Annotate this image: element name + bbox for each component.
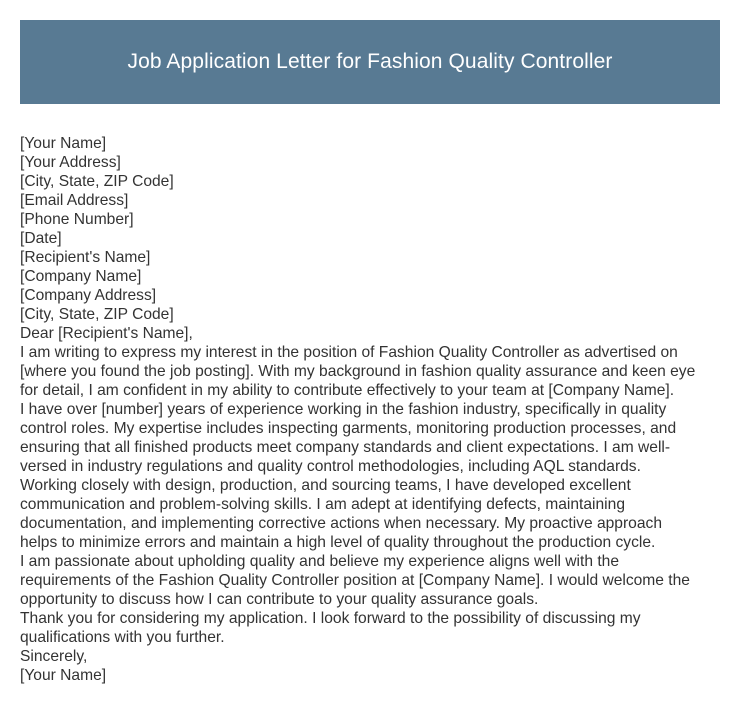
closing: Sincerely, — [20, 648, 88, 665]
sender-block — [20, 134, 720, 248]
sender-address: [Your Address] — [20, 154, 121, 171]
paragraph-line: I have over [number] years of experience working in the fashion industry, specifically in quality — [20, 401, 667, 418]
sender-email: [Email Address] — [20, 192, 129, 209]
salutation: Dear [Recipient's Name], — [20, 325, 193, 342]
paragraph-line: [where you found the job posting]. With my background in fashion quality assurance and keen eye — [20, 363, 696, 380]
paragraph-line: Working closely with design, production, and sourcing teams, I have developed excellent — [20, 477, 631, 494]
paragraph-line: I am writing to express my interest in the position of Fashion Quality Controller as advertised on — [20, 344, 678, 361]
paragraph-line: opportunity to discuss how I can contribute to your quality assurance goals. — [20, 591, 539, 608]
paragraph-line: communication and problem-solving skills. I am adept at identifying defects, maintaining — [20, 496, 625, 513]
signature: [Your Name] — [20, 667, 107, 684]
paragraph-line: Thank you for considering my application. I look forward to the possibility of discussing my — [20, 610, 641, 627]
paragraph-line: documentation, and implementing corrective actions when necessary. My proactive approach — [20, 515, 662, 532]
sender-phone: [Phone Number] — [20, 211, 134, 228]
body-paragraph-1 — [20, 343, 720, 400]
paragraph-line: helps to minimize errors and maintain a high level of quality throughout the production cycle. — [20, 534, 656, 551]
paragraph-line: qualifications with you further. — [20, 629, 225, 646]
recipient-company-address: [Company Address] — [20, 287, 157, 304]
body-paragraph-5 — [20, 609, 720, 647]
paragraph-line: I am passionate about upholding quality and believe my experience aligns well with the — [20, 553, 619, 570]
letter-title: Job Application Letter for Fashion Quality Controller — [127, 50, 613, 73]
body-paragraph-3 — [20, 476, 720, 552]
recipient-name: [Recipient's Name] — [20, 249, 151, 266]
recipient-block — [20, 248, 720, 324]
letter-body — [20, 134, 720, 685]
body-paragraph-2 — [20, 400, 720, 476]
sender-name: [Your Name] — [20, 135, 107, 152]
paragraph-line: versed in industry regulations and quality control methodologies, including AQL standards. — [20, 458, 641, 475]
paragraph-line: requirements of the Fashion Quality Controller position at [Company Name]. I would welcome the — [20, 572, 690, 589]
sender-city-state-zip: [City, State, ZIP Code] — [20, 173, 174, 190]
letter-date: [Date] — [20, 230, 62, 247]
paragraph-line: ensuring that all finished products meet company standards and client expectations. I am well- — [20, 439, 671, 456]
paragraph-line: for detail, I am confident in my ability to contribute effectively to your team at [Company Name]. — [20, 382, 675, 399]
recipient-company: [Company Name] — [20, 268, 142, 285]
letter-header-banner — [20, 20, 720, 104]
paragraph-line: control roles. My expertise includes inspecting garments, monitoring production processes, and — [20, 420, 677, 437]
recipient-city-state-zip: [City, State, ZIP Code] — [20, 306, 174, 323]
body-paragraph-4 — [20, 552, 720, 609]
